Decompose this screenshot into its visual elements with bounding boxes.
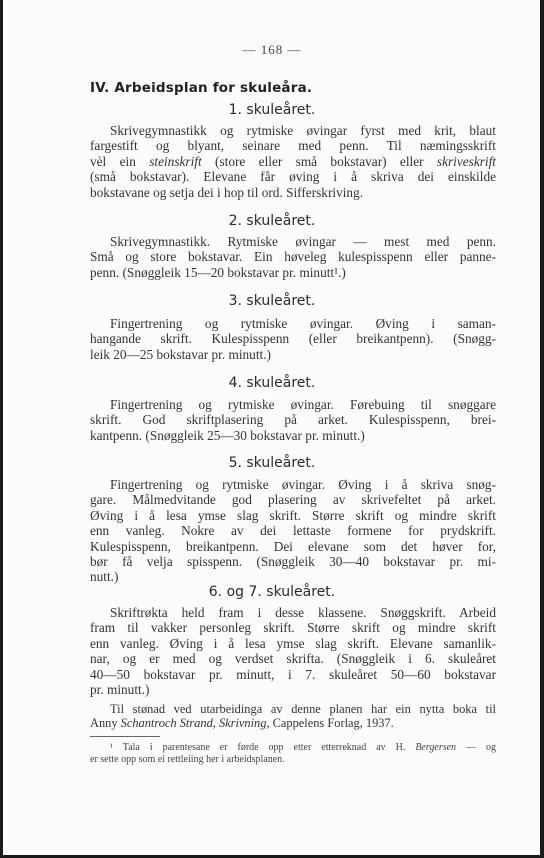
body-line: nutt.) <box>90 569 119 585</box>
body-line: hangande skrift. Kulespisspenn (eller breikantpenn). (Snøgg- <box>90 331 496 347</box>
body-line: bokstavane og setja dei i hop til ord. Sifferskriving. <box>90 184 364 200</box>
scan-edge-left <box>0 0 3 858</box>
body-line: leik 20—25 bokstavar pr. minutt.) <box>90 346 271 362</box>
section-body-5 <box>90 477 496 585</box>
body-line: gare. Målmedvitande god plasering av skrivefeltet på arket. <box>90 492 496 508</box>
section-heading-4: 4. skuleåret. <box>228 375 316 391</box>
body-line: 40—50 bokstavar pr. minutt, i 7. skuleåret 50—60 bokstavar <box>90 666 496 682</box>
footnote-line: er sette opp som ei rettleiing her i arbeidsplanen. <box>90 754 285 765</box>
body-line: (små bokstavar). Elevane får øving i å skriva dei einskilde <box>90 169 496 185</box>
body-line: nar, og er med og verdset skrifta. (Snøggleik i 6. skuleåret <box>90 651 496 667</box>
body-line: Skriftrøkta held fram i desse klassene. Snøggskrift. Arbeid <box>110 605 496 620</box>
body-line: Fingertrening og rytmiske øvingar. Førebuing til snøggare <box>110 397 496 412</box>
section-heading-1: 1. skuleåret. <box>228 102 316 118</box>
body-line: vèl ein steinskrift (store eller små bokstavar) eller skriveskrift <box>90 153 496 169</box>
section-body-6-7 <box>90 605 496 697</box>
footnote-rule <box>90 736 160 737</box>
note-line: Til stønad ved utarbeidinga av denne planen har ein nytta boka til <box>110 702 496 716</box>
body-line: Små og store bokstavar. Ein høveleg kulespisspenn eller panne- <box>90 249 496 265</box>
body-line: fram til vakker personleg skrift. Større skrift og mindre skrift <box>90 620 496 636</box>
body-line: Fingertrening og rytmiske øvingar. Øving i saman- <box>110 316 496 331</box>
section-heading-2: 2. skuleåret. <box>228 213 316 229</box>
body-line: enn vanleg. Nokre av dei lettaste formene for prydskrift. <box>90 523 496 539</box>
section-heading-5: 5. skuleåret. <box>228 455 316 471</box>
section-body-1 <box>90 123 496 200</box>
body-line: Skrivegymnastikk og rytmiske øvingar fyrst med krit, blaut <box>110 123 496 138</box>
body-line: penn. (Snøggleik 15—20 bokstavar pr. minutt¹.) <box>90 264 346 280</box>
page-number: — 168 — <box>242 42 302 57</box>
section-body-3 <box>90 316 496 362</box>
body-line: bør få velja spisspenn. (Snøggleik 30—40 bokstavar pr. mi- <box>90 554 496 570</box>
source-note <box>90 702 496 730</box>
body-line: Skrivegymnastikk. Rytmiske øvingar — mest med penn. <box>110 234 496 249</box>
section-heading-6-7: 6. og 7. skuleåret. <box>208 584 336 600</box>
body-line: Kulespisspenn, breikantpenn. Dei elevane som det høver for, <box>90 538 496 554</box>
footnote-line: ¹ Tala i parentesane er førde opp etter etterreknad av H. Bergersen — og <box>110 742 496 753</box>
body-line: Fingertrening og rytmiske øvingar. Øving i å skriva snøg- <box>110 477 496 492</box>
chapter-title: IV. Arbeidsplan for skuleåra. <box>90 80 313 96</box>
section-heading-3: 3. skuleåret. <box>228 293 316 309</box>
scan-edge-right <box>540 0 544 858</box>
footnote <box>90 742 496 766</box>
section-body-2 <box>90 234 496 280</box>
body-line: fargestift og blyant, seinare med penn. Til næmingsskrift <box>90 138 496 154</box>
section-body-4 <box>90 397 496 443</box>
body-line: pr. minutt.) <box>90 682 150 698</box>
body-line: Øving i å lesa ymse slag skrift. Større skrift og mindre skrift <box>90 507 496 523</box>
body-line: kantpenn. (Snøggleik 25—30 bokstavar pr. minutt.) <box>90 427 365 443</box>
body-line: enn vanleg. Øving i å lesa ymse slag skrift. Elevane samanlik- <box>90 635 496 651</box>
note-line: Anny Schantroch Strand, Skrivning, Cappelens Forlag, 1937. <box>90 716 394 730</box>
body-line: skrift. God skriftplasering på arket. Kulespisspenn, brei- <box>90 412 496 428</box>
